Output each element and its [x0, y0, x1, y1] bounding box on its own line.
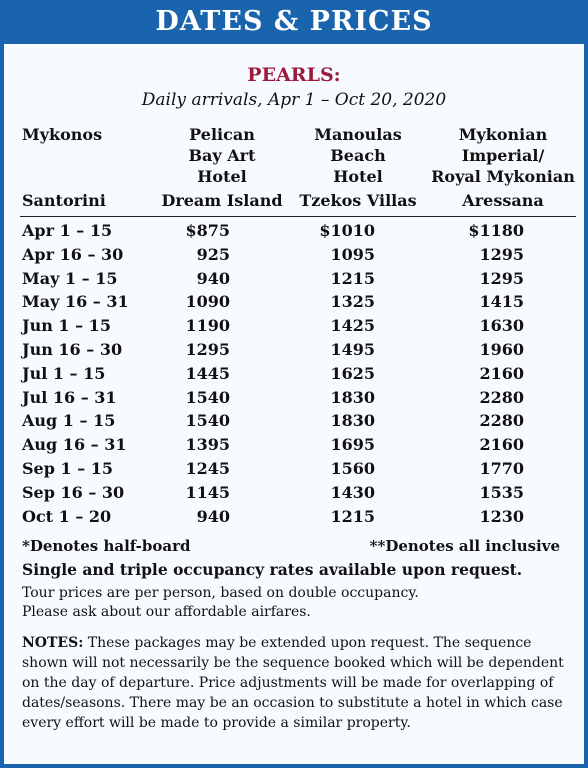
table-row	[4, 243, 584, 267]
date-cell: Jul 16 – 31	[22, 387, 117, 407]
price-cell: 1215	[330, 268, 375, 288]
price-cell: $875	[185, 221, 230, 240]
price-cell: 1960	[479, 339, 524, 359]
notes-text: These packages may be extended upon request. The sequence shown will not necessarily be the sequence booked which will be dependent on the day of departure. Price adjustments will be made for overlapping of dates/seasons. There may be an occasion to substitute a hotel in which case every effort will be made to provide a similar property.	[22, 635, 564, 731]
date-cell: Sep 1 – 15	[22, 458, 114, 478]
price-cell: 1830	[330, 387, 375, 407]
notes-paragraph	[22, 633, 570, 733]
price-cell: 1325	[330, 292, 375, 312]
price-cell: 1215	[330, 506, 375, 526]
table-row	[4, 314, 584, 338]
table-row	[4, 219, 584, 243]
price-cell: 940	[196, 506, 230, 526]
price-cell: 1560	[330, 458, 375, 478]
price-cell: $1010	[319, 221, 375, 240]
price-cell: 1770	[479, 458, 524, 478]
price-cell: 1445	[185, 363, 230, 383]
date-cell: Sep 16 – 30	[22, 482, 125, 502]
date-cell: Apr 1 – 15	[22, 221, 113, 240]
price-cell: 1430	[330, 482, 375, 502]
price-cell: 1190	[185, 316, 230, 336]
date-cell: May 16 – 31	[22, 292, 129, 312]
col1-santorini-header: Dream Island	[161, 191, 283, 210]
col2-mykonos-header: Manoulas Beach Hotel	[314, 125, 402, 186]
price-cell: 2160	[479, 435, 524, 455]
price-cell: 1230	[479, 506, 524, 526]
price-table	[4, 219, 584, 528]
package-subtitle: Daily arrivals, Apr 1 – Oct 20, 2020	[141, 90, 447, 110]
date-cell: Aug 16 – 31	[22, 435, 127, 455]
price-cell: 1695	[330, 435, 375, 455]
table-row	[4, 409, 584, 433]
price-cell: 940	[196, 268, 230, 288]
date-cell: Jul 1 – 15	[22, 363, 106, 383]
price-cell: 1495	[330, 339, 375, 359]
col2-santorini-header: Tzekos Villas	[299, 191, 417, 210]
table-row	[4, 457, 584, 481]
header-divider	[20, 216, 576, 217]
col3-mykonos-header: Mykonian Imperial/ Royal Mykonian	[431, 125, 575, 186]
mykonos-label: Mykonos	[22, 125, 103, 144]
date-cell: Jun 16 – 30	[22, 339, 123, 359]
date-cell: Jun 1 – 15	[22, 316, 111, 336]
date-cell: Apr 16 – 30	[22, 244, 124, 264]
price-cell: 1295	[479, 244, 524, 264]
price-cell: 2160	[479, 363, 524, 383]
table-row	[4, 267, 584, 291]
price-cell: 1245	[185, 458, 230, 478]
price-cell: 1540	[185, 411, 230, 431]
price-cell: 1095	[330, 244, 375, 264]
table-row	[4, 290, 584, 314]
occupancy-note: Single and triple occupancy rates available upon request.	[22, 560, 523, 579]
table-row	[4, 338, 584, 362]
price-cell: $1180	[468, 221, 524, 240]
col1-mykonos-header: Pelican Bay Art Hotel	[188, 125, 256, 186]
price-cell: 1415	[479, 292, 524, 312]
price-cell: 925	[196, 244, 230, 264]
price-cell: 1295	[185, 339, 230, 359]
content-panel	[4, 44, 584, 764]
all-inclusive-legend: **Denotes all inclusive	[369, 537, 560, 555]
price-cell: 2280	[479, 387, 524, 407]
per-person-note: Tour prices are per person, based on double occupancy.	[22, 585, 419, 601]
date-cell: Oct 1 – 20	[22, 506, 112, 526]
notes-label: NOTES:	[22, 635, 84, 651]
date-cell: May 1 – 15	[22, 268, 118, 288]
half-board-legend: *Denotes half-board	[22, 537, 191, 555]
price-cell: 1830	[330, 411, 375, 431]
airfares-note: Please ask about our affordable airfares.	[22, 604, 311, 620]
table-row	[4, 433, 584, 457]
price-cell: 1145	[185, 482, 230, 502]
table-row	[4, 386, 584, 410]
price-cell: 1630	[479, 316, 524, 336]
price-cell: 1295	[479, 268, 524, 288]
price-cell: 1090	[185, 292, 230, 312]
santorini-label: Santorini	[22, 191, 106, 210]
package-title: PEARLS:	[247, 64, 341, 86]
table-row	[4, 481, 584, 505]
price-cell: 1535	[479, 482, 524, 502]
price-cell: 1395	[185, 435, 230, 455]
price-cell: 1425	[330, 316, 375, 336]
table-row	[4, 362, 584, 386]
price-cell: 1625	[330, 363, 375, 383]
col3-santorini-header: Aressana	[462, 191, 544, 210]
price-cell: 1540	[185, 387, 230, 407]
table-row	[4, 505, 584, 529]
price-cell: 2280	[479, 411, 524, 431]
date-cell: Aug 1 – 15	[22, 411, 116, 431]
section-banner: DATES & PRICES	[155, 6, 433, 37]
